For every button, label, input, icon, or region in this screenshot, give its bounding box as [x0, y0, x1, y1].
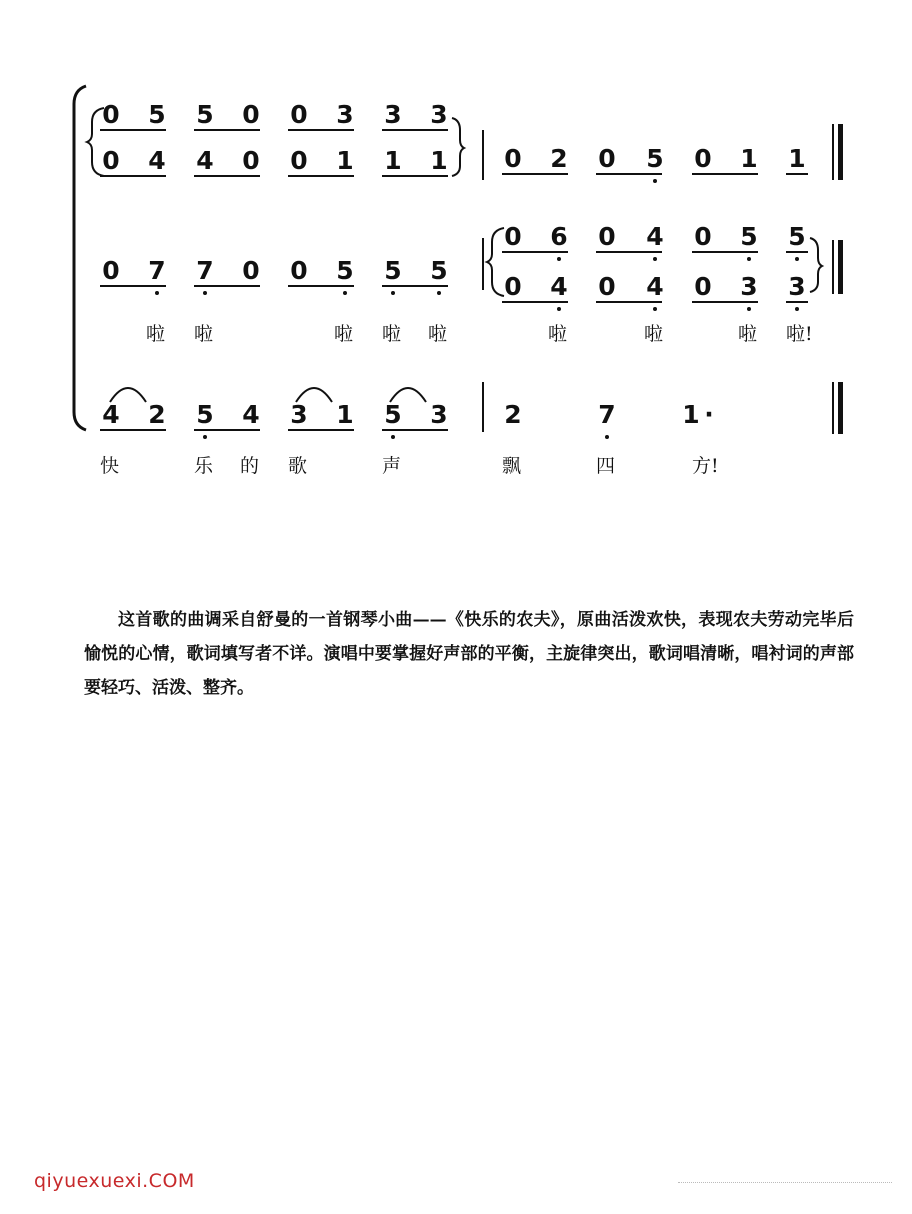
- low-octave-dot: [203, 291, 207, 295]
- lyric: 啦!: [786, 323, 813, 345]
- lyric: 啦: [194, 323, 214, 345]
- note: 1: [788, 144, 806, 173]
- note: 4: [550, 272, 568, 301]
- note: 0: [504, 144, 522, 173]
- beam: [382, 175, 448, 177]
- voice-brace-close-2: [810, 238, 822, 292]
- low-octave-dot: [391, 291, 395, 295]
- beam: [100, 175, 166, 177]
- note: 0: [598, 272, 616, 301]
- final-barline-thin: [832, 124, 834, 180]
- note: 0: [598, 144, 616, 173]
- note: 5: [196, 400, 214, 429]
- description-text: [84, 603, 854, 705]
- note: 0: [102, 256, 120, 285]
- lyric: 乐: [194, 455, 214, 477]
- beam: [382, 429, 448, 431]
- low-octave-dot: [653, 179, 657, 183]
- lyric: 啦: [382, 323, 402, 345]
- beam: [382, 285, 448, 287]
- note: 1: [682, 400, 700, 429]
- note: 5: [336, 256, 354, 285]
- note: 6: [550, 222, 568, 251]
- low-octave-dot: [343, 291, 347, 295]
- low-octave-dot: [795, 307, 799, 311]
- note: 5: [430, 256, 448, 285]
- lyric: 啦: [428, 323, 448, 345]
- note: 5: [646, 144, 664, 173]
- beam: [692, 301, 758, 303]
- note: 1: [430, 146, 448, 175]
- note: 4: [646, 272, 664, 301]
- note: 4: [102, 400, 120, 429]
- voice-brace-close-1: [452, 118, 464, 176]
- note: 2: [550, 144, 568, 173]
- beam: [100, 129, 166, 131]
- beam: [596, 301, 662, 303]
- final-barline-thin: [832, 240, 834, 294]
- low-octave-dot: [437, 291, 441, 295]
- note: 1: [336, 400, 354, 429]
- lyric: 啦: [334, 323, 354, 345]
- low-octave-dot: [557, 307, 561, 311]
- lyric: 歌: [288, 455, 308, 477]
- beam: [382, 129, 448, 131]
- barline: [482, 130, 484, 180]
- note: ·: [704, 400, 714, 429]
- note: 4: [196, 146, 214, 175]
- paragraph: 这首歌的曲调采自舒曼的一首钢琴小曲——《快乐的农夫》，原曲活泼欢快，表现农夫劳动完毕后愉悦的心情，歌词填写者不详。演唱中要掌握好声部的平衡，主旋律突出，歌词唱清晰，唱衬词的声部要轻巧、活泼、整齐。: [84, 610, 854, 698]
- note: 7: [196, 256, 214, 285]
- beam: [502, 173, 568, 175]
- note: 0: [102, 100, 120, 129]
- note: 3: [336, 100, 354, 129]
- lyric: 啦: [548, 323, 568, 345]
- lyric: 啦: [644, 323, 664, 345]
- low-octave-dot: [391, 435, 395, 439]
- lyric: 快: [100, 455, 120, 477]
- note: 5: [384, 256, 402, 285]
- note: 1: [740, 144, 758, 173]
- low-octave-dot: [557, 257, 561, 261]
- note: 5: [788, 222, 806, 251]
- note: 2: [148, 400, 166, 429]
- note: 0: [694, 272, 712, 301]
- barline: [482, 382, 484, 432]
- low-octave-dot: [605, 435, 609, 439]
- beam: [100, 429, 166, 431]
- system-bracket: [74, 86, 86, 430]
- beam: [596, 173, 662, 175]
- note: 0: [242, 100, 260, 129]
- beam: [502, 251, 568, 253]
- dotted-line: [678, 1182, 892, 1183]
- beam: [194, 175, 260, 177]
- note: 2: [504, 400, 522, 429]
- note: 0: [694, 222, 712, 251]
- score-brackets: [0, 0, 912, 560]
- site-watermark: [34, 1170, 195, 1192]
- lyric: 啦: [146, 323, 166, 345]
- low-octave-dot: [653, 307, 657, 311]
- beam: [502, 301, 568, 303]
- note: 0: [598, 222, 616, 251]
- note: 7: [148, 256, 166, 285]
- music-score: [0, 0, 912, 560]
- low-octave-dot: [155, 291, 159, 295]
- beam: [288, 175, 354, 177]
- beam: [692, 173, 758, 175]
- lyric: 声: [382, 455, 402, 477]
- note: 0: [504, 272, 522, 301]
- note: 1: [384, 146, 402, 175]
- beam: [692, 251, 758, 253]
- final-barline-thin: [832, 382, 834, 434]
- note: 3: [290, 400, 308, 429]
- beam: [194, 429, 260, 431]
- low-octave-dot: [795, 257, 799, 261]
- note: 0: [504, 222, 522, 251]
- beam: [100, 285, 166, 287]
- note: 0: [242, 146, 260, 175]
- note: 0: [694, 144, 712, 173]
- note: 4: [646, 222, 664, 251]
- beam: [288, 285, 354, 287]
- note: 7: [598, 400, 616, 429]
- note: 4: [148, 146, 166, 175]
- note: 5: [740, 222, 758, 251]
- note: 4: [242, 400, 260, 429]
- note: 3: [788, 272, 806, 301]
- note: 5: [196, 100, 214, 129]
- note: 0: [242, 256, 260, 285]
- note: 5: [384, 400, 402, 429]
- watermark-text: qiyuexuexi.COM: [34, 1170, 195, 1192]
- beam: [194, 285, 260, 287]
- note: 3: [740, 272, 758, 301]
- final-barline-thick: [838, 124, 843, 180]
- beam: [288, 129, 354, 131]
- lyric: 四: [596, 455, 616, 477]
- lyric: 的: [240, 455, 260, 477]
- underline: [786, 251, 808, 253]
- final-barline-thick: [838, 240, 843, 294]
- note: 1: [336, 146, 354, 175]
- note: 0: [102, 146, 120, 175]
- final-barline-thick: [838, 382, 843, 434]
- note: 0: [290, 100, 308, 129]
- low-octave-dot: [747, 257, 751, 261]
- underline: [786, 301, 808, 303]
- lyric: 啦: [738, 323, 758, 345]
- note: 3: [430, 100, 448, 129]
- lyric: 方!: [692, 455, 719, 477]
- beam: [194, 129, 260, 131]
- low-octave-dot: [747, 307, 751, 311]
- note: 5: [148, 100, 166, 129]
- underline: [786, 173, 808, 175]
- beam: [288, 429, 354, 431]
- note: 3: [430, 400, 448, 429]
- note: 3: [384, 100, 402, 129]
- barline: [482, 238, 484, 290]
- lyric: 飘: [502, 455, 522, 477]
- beam: [596, 251, 662, 253]
- note: 0: [290, 256, 308, 285]
- note: 0: [290, 146, 308, 175]
- low-octave-dot: [653, 257, 657, 261]
- low-octave-dot: [203, 435, 207, 439]
